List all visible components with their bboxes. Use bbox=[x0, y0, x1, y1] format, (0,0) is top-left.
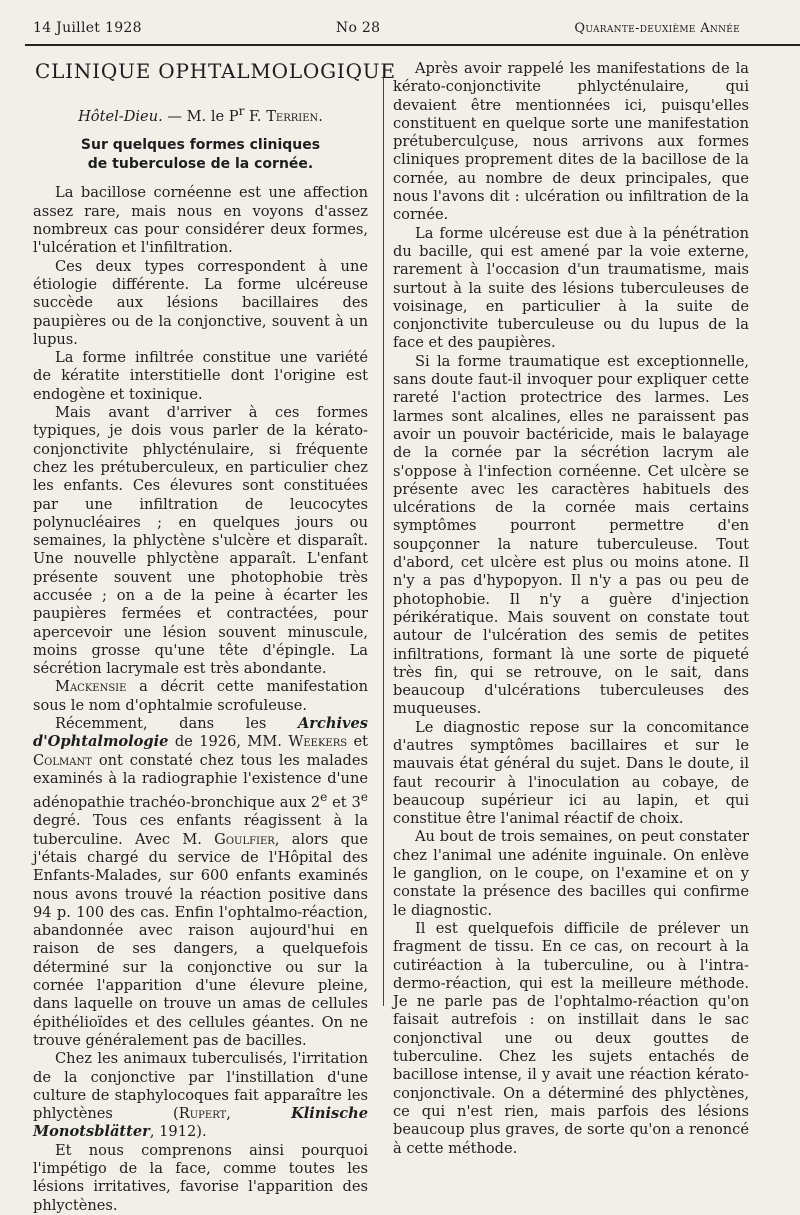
paragraph: La forme ulcéreuse est due à la pénétration du bacille, qui est amené par la voie externe, rarement à l'occasion d'un traumatisme, mais surtout à la suite des lésions tuberculeuses de voisinage, en particulier à la suite de conjonctivite tuberculeuse ou du lupus de la face et des paupières. bbox=[393, 224, 749, 352]
paragraph: Si la forme traumatique est exceptionnelle, sans doute faut-il invoquer pour expliquer cette rareté l'action protectrice des larmes. Les larmes sont alcalines, elles ne paraissent pas avoir un pouvoir bactéricide, mais le balayage de la cornée par la sécrétion lacrym ale s'oppose à l'infection cornéenne. Cet ulcère se présente avec les caractères habituels des ulcérations de la cornée mais certains symptômes pourront permettre d'en soupçonner la nature tuberculeuse. Tout d'abord, cet ulcère est plus ou moins atone. Il n'y a pas d'hypopyon. Il n'y a pas ou peu de photophobie. Il n'y a guère d'injection périkératique. Mais souvent on constate tout autour de l'ulcération des semis de petites infiltrations, formant là une sorte de piqueté très fin, qui se retrouve, on le sait, dans beaucoup d'ulcérations tuberculeuses des muqueuses. bbox=[393, 352, 749, 718]
paragraph: Récemment, dans les Archives d'Ophtalmologie de 1926, MM. Weekers et Colmant ont constaté chez tous les malades examinés à la radiographie l'existence d'une adénopathie trachéo-bronchique aux 2e et 3e degré. Tous ces enfants réagissent à la tuberculine. Avec M. Goulfier, alors que j'étais chargé du service de l'Hôpital des Enfants-Malades, sur 600 enfants examinés nous avons trouvé la réaction positive dans 94 p. 100 des cas. Enfin l'ophtalmo-réaction, abandonnée avec raison aujourd'hui en raison de ses dangers, a quelquefois déterminé sur la conjonctive ou sur la cornée l'apparition d'une élevure pleine, dans laquelle on trouve un amas de cellules épithélioïdes et des cellules géantes. On ne trouve généralement pas de bacilles. bbox=[33, 715, 368, 1049]
left-column bbox=[33, 59, 396, 1215]
article-title: Sur quelques formes cliniques de tuberculose de la cornée. bbox=[80, 137, 321, 173]
paragraph: Chez les animaux tuberculisés, l'irritation de la conjonctive par l'instillation d'une culture de staphylocoques fait apparaître les phlyctènes (Rupert, Klinische Monotsblätter, 1912). bbox=[33, 1050, 368, 1141]
paragraph: La bacillose cornéenne est une affection assez rare, mais nous en voyons d'assez nombreux cas pour considérer deux formes, l'ulcération et l'infiltration. bbox=[33, 184, 368, 257]
issue-number: No 28 bbox=[335, 20, 381, 36]
byline: Hôtel-Dieu. — M. le $P^r$ F. Terrien. bbox=[78, 104, 323, 126]
volume-year: Quarante-deuxième Année bbox=[574, 21, 740, 36]
paragraph: La forme infiltrée constitue une variété de kératite interstitielle dont l'origine est endogène et toxinique. bbox=[33, 349, 368, 403]
author-surname: Terrien bbox=[266, 108, 319, 126]
paragraph: Mais avant d'arriver à ces formes typiques, je dois vous parler de la kérato-conjonctivite phlycténulaire, si fréquente chez les prétuberculeux, en particulier chez les enfants. Ces élevures sont constituées par une infiltration de leucocytes polynucléaires ; en quelques jours ou semaines, la phlyctène s'ulcère et disparaît. Une nouvelle phlyctène apparaît. L'enfant présente souvent une photophobie très accusée ; on a de la peine à écarter les paupières fermées et contractées, pour apercevoir une lésion souvent minuscule, moins grosse qu'une tête d'épingle. La sécrétion lacrymale est très abondante. bbox=[33, 404, 368, 678]
section-title: CLINIQUE OPHTALMOLOGIQUE bbox=[35, 59, 396, 83]
column-rule bbox=[383, 66, 384, 1006]
paragraph: Mackensie a décrit cette manifestation sous le nom d'ophtalmie scrofuleuse. bbox=[33, 678, 368, 714]
running-head bbox=[33, 20, 740, 36]
paragraph: Il est quelquefois difficile de prélever un fragment de tissu. En ce cas, on recourt à la cutiréaction à la tuberculine, ou à l'intra-dermo-réaction, qui est la meilleure méthode. Je ne parle pas de l'ophtalmo-réaction qu'on faisait autrefois : on instillait dans le sac conjonctival une ou deux gouttes de tuberculine. Chez les sujets entachés de bacillose intense, il y avait une réaction kérato-conjonctivale. On a déterminé des phlyctènes, ce qui n'est rien, mais parfois des lésions beaucoup plus graves, de sorte qu'on a renoncé à cette méthode. bbox=[393, 919, 749, 1157]
right-column bbox=[393, 60, 749, 1158]
issue-date: 14 Juillet 1928 bbox=[33, 20, 142, 36]
paragraph: Après avoir rappelé les manifestations de la kérato-conjonctivite phlycténulaire, qui devaient être mentionnées ici, puisqu'elles constituent en quelque sorte une manifestation prétuberculçuse, nous arrivons aux formes cliniques proprement dites de la bacillose de la cornée, au nombre de deux principales, que nous l'avons dit : ulcération ou infiltration de la cornée. bbox=[393, 60, 749, 224]
paragraph: Au bout de trois semaines, on peut constater chez l'animal une adénite inguinale. On enlève le ganglion, on le coupe, on l'examine et on y constate la présence des bacilles qui confirme le diagnostic. bbox=[393, 828, 749, 919]
paragraph: Et nous comprenons ainsi pourquoi l'impétigo de la face, comme toutes les lésions irritatives, favorise l'apparition des phlyctènes. bbox=[33, 1141, 368, 1214]
paragraph: Le diagnostic repose sur la concomitance d'autres symptômes bacillaires et sur le mauvais état général du sujet. Dans le doute, il faut recourir à l'inoculation au cobaye, de beaucoup supérieur ici au lapin, et qui constitue être l'animal réactif de choix. bbox=[393, 718, 749, 828]
header-rule bbox=[25, 44, 800, 46]
paragraph: Ces deux types correspondent à une étiologie différente. La forme ulcéreuse succède aux lésions bacillaires des paupières ou de la conjonctive, souvent à un lupus. bbox=[33, 257, 368, 348]
